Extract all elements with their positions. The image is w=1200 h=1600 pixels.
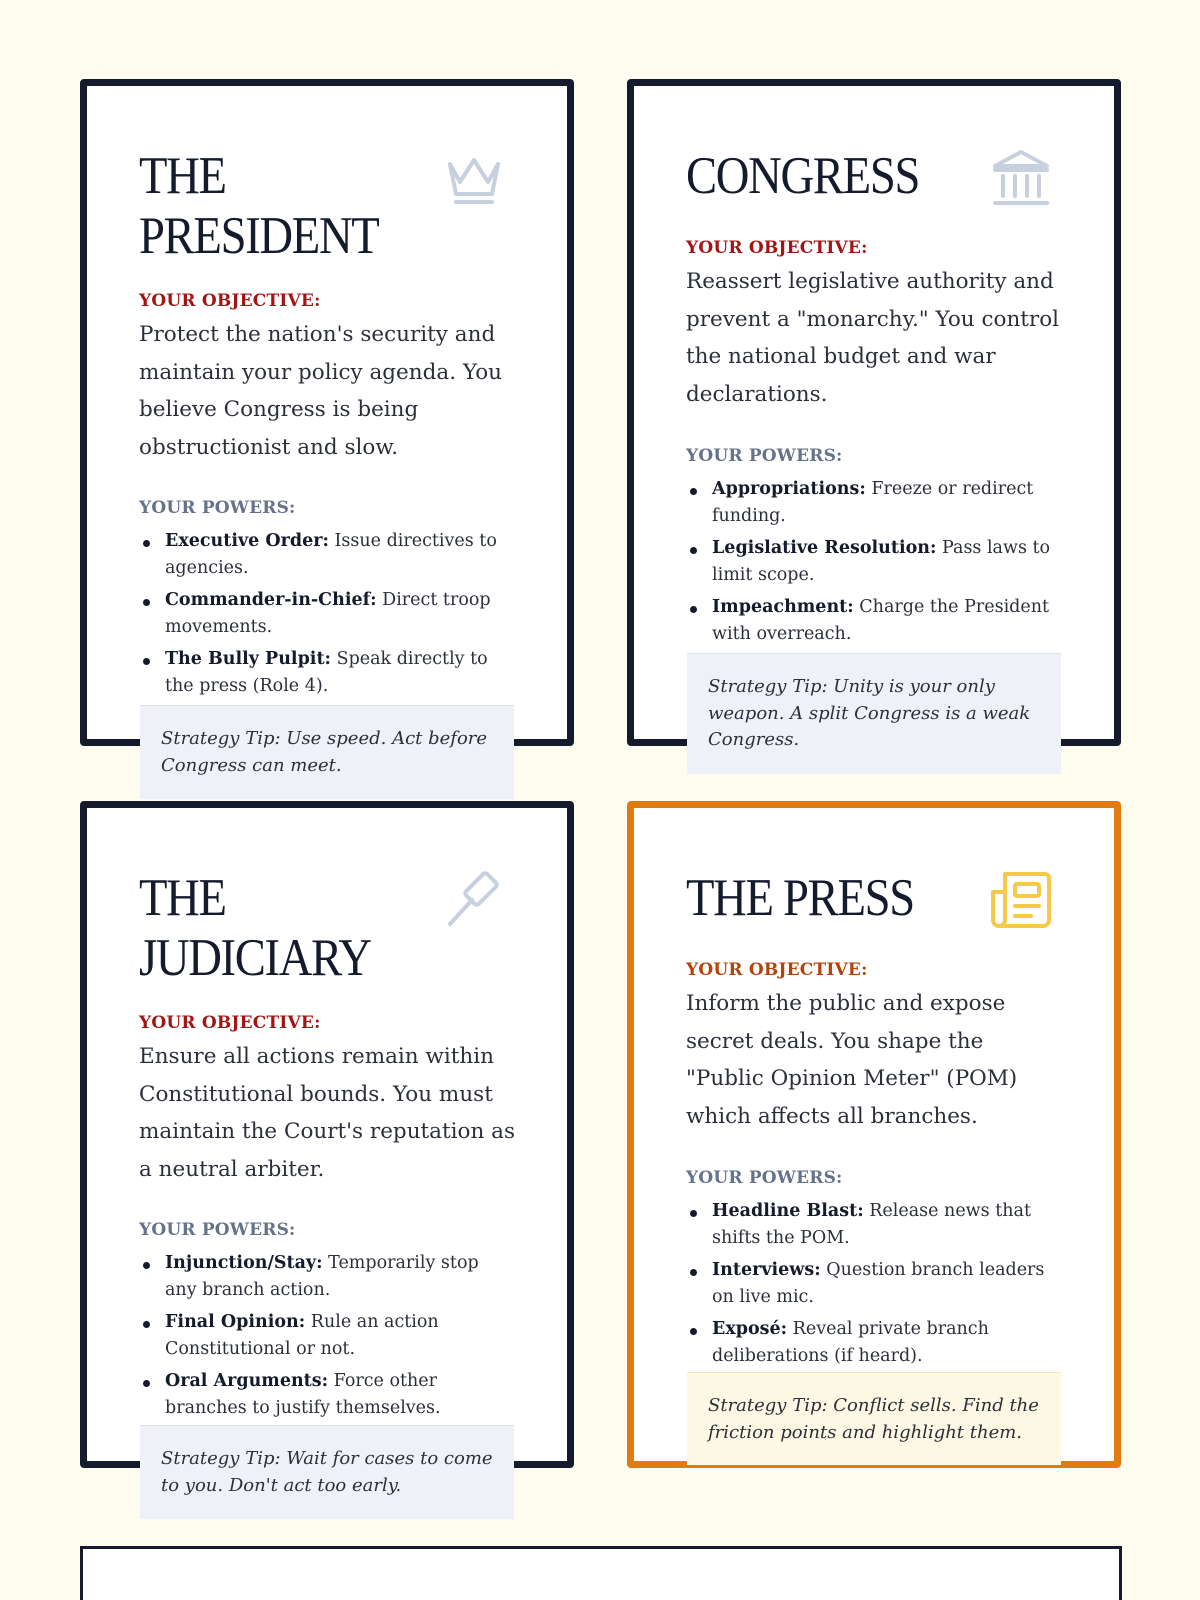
judiciary-strategy-tip: Strategy Tip: Wait for cases to come to you. Don't act too early. [140, 1425, 514, 1519]
newspaper-icon [989, 868, 1053, 932]
congress-title: CONGRESS [686, 147, 920, 205]
next-card-partial [80, 1546, 1122, 1600]
list-item: Commander-in-Chief: Direct troop movements. [139, 587, 509, 640]
list-item: Executive Order: Issue directives to agencies. [139, 528, 509, 581]
list-item: Legislative Resolution: Pass laws to limit scope. [686, 535, 1056, 588]
list-item: Headline Blast: Release news that shifts the POM. [686, 1198, 1056, 1251]
president-objective-text: Protect the nation's security and maintain your policy agenda. You believe Congress is being obstructionist and slow. [139, 322, 502, 460]
list-item: Interviews: Question branch leaders on live mic. [686, 1257, 1056, 1310]
press-title: THE PRESS [686, 869, 914, 927]
president-powers-list [139, 528, 509, 705]
list-item: Impeachment: Charge the President with overreach. [686, 594, 1056, 647]
president-strategy-tip: Strategy Tip: Use speed. Act before Congress can meet. [140, 705, 514, 799]
president-card [80, 79, 574, 746]
crown-icon [442, 148, 506, 212]
capitol-building-icon [989, 146, 1053, 210]
press-powers-label: YOUR POWERS: [686, 1168, 843, 1188]
list-item: Exposé: Reveal private branch deliberations (if heard). [686, 1316, 1056, 1369]
list-item: Appropriations: Freeze or redirect funding. [686, 476, 1056, 529]
list-item: The Bully Pulpit: Speak directly to the press (Role 4). [139, 646, 509, 699]
congress-objective-label: YOUR OBJECTIVE: [686, 238, 868, 258]
president-title: THE PRESIDENT [139, 147, 379, 265]
press-powers-list [686, 1198, 1056, 1375]
judiciary-objective-label: YOUR OBJECTIVE: [139, 1013, 321, 1033]
judiciary-powers-list [139, 1250, 509, 1427]
congress-objective-text: Reassert legislative authority and prevent a "monarchy." You control the national budget and war declarations. [686, 269, 1060, 407]
congress-powers-label: YOUR POWERS: [686, 446, 843, 466]
judiciary-title: THE JUDICIARY [139, 869, 371, 987]
list-item: Final Opinion: Rule an action Constitutional or not. [139, 1309, 509, 1362]
press-strategy-tip: Strategy Tip: Conflict sells. Find the friction points and highlight them. [687, 1372, 1061, 1465]
judiciary-powers-label: YOUR POWERS: [139, 1220, 296, 1240]
congress-powers-list [686, 476, 1056, 653]
press-objective-label: YOUR OBJECTIVE: [686, 960, 868, 980]
press-objective-text: Inform the public and expose secret deals. You shape the "Public Opinion Meter" (POM) which affects all branches. [686, 991, 1018, 1129]
congress-strategy-tip: Strategy Tip: Unity is your only weapon. A split Congress is a weak Congress. [687, 653, 1061, 774]
president-powers-label: YOUR POWERS: [139, 498, 296, 518]
list-item: Injunction/Stay: Temporarily stop any branch action. [139, 1250, 509, 1303]
press-card [627, 801, 1121, 1468]
judiciary-card [80, 801, 574, 1468]
president-objective-label: YOUR OBJECTIVE: [139, 291, 321, 311]
congress-card [627, 79, 1121, 746]
list-item: Oral Arguments: Force other branches to justify themselves. [139, 1368, 509, 1421]
gavel-icon [442, 868, 506, 932]
judiciary-objective-text: Ensure all actions remain within Constitutional bounds. You must maintain the Court's reputation as a neutral arbiter. [139, 1044, 515, 1182]
